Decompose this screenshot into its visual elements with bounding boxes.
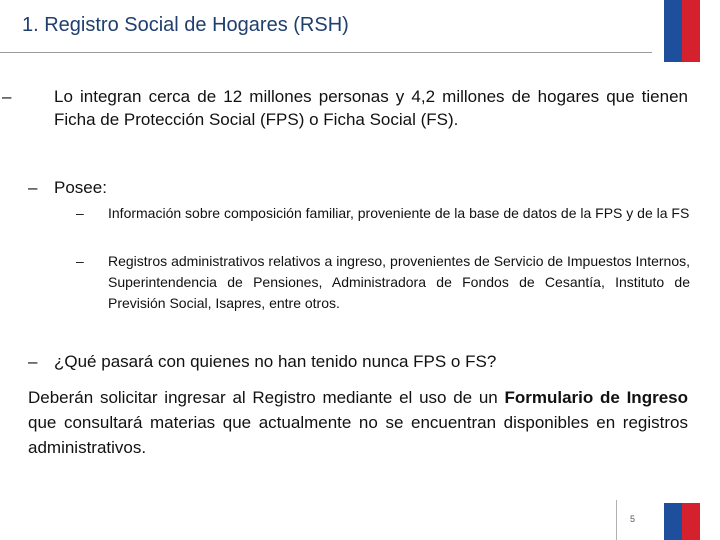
flag-stripe-bottom [664,503,700,540]
paragraph-text-end: que consultará materias que actualmente no se encuentran disponibles en registros administrativos. [28,413,688,457]
page-number: 5 [630,514,636,524]
sub-bullet-item [76,251,690,314]
bullet-text: ¿Qué pasará con quienes no han tenido nunca FPS o FS? [54,352,497,371]
bullet-text: Lo integran cerca de 12 millones personas y 4,2 millones de hogares que tienen Ficha de Protección Social (FPS) o Ficha Social (FS). [54,87,688,129]
paragraph-text-start: Deberán solicitar ingresar al Registro mediante el uso de un [28,388,505,407]
flag-blue-stripe [664,503,682,540]
flag-stripe-top [664,0,700,62]
bullet-item-posee [28,176,688,199]
title-divider [0,52,652,53]
answer-paragraph [28,385,688,460]
paragraph-bold-term: Formulario de Ingreso [504,388,688,407]
flag-red-stripe [682,503,700,540]
bullet-dash: – [28,352,38,371]
flag-red-stripe [682,0,700,62]
page-title: 1. Registro Social de Hogares (RSH) [22,14,349,36]
bullet-item-question [28,350,688,373]
sub-bullet-item [76,203,690,224]
bullet-dash: – [2,87,12,106]
sub-bullet-dash: – [76,205,84,221]
flag-blue-stripe [664,0,682,62]
sub-bullet-dash: – [76,253,84,269]
page-number-box [616,500,656,540]
sub-bullet-text: Registros administrativos relativos a ingreso, provenientes de Servicio de Impuestos Internos, Superintendencia de Pensiones, Administradora de Fondos de Cesantía, Instituto de Previsión Social, Isapres, entre otros. [108,253,690,311]
bullet-dash: – [28,178,38,197]
sub-bullet-text: Información sobre composición familiar, proveniente de la base de datos de la FPS y de la FS [108,205,690,221]
bullet-item-members [2,85,688,131]
bullet-text: Posee: [54,178,107,197]
